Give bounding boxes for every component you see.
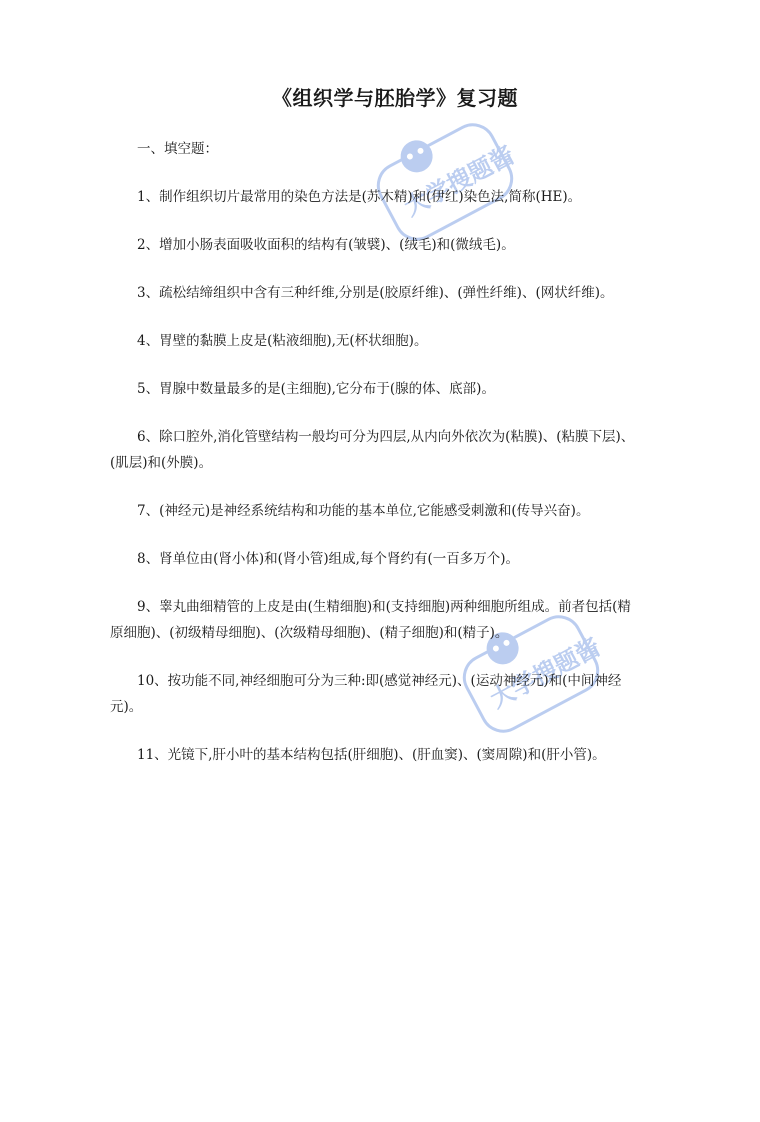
section-heading: 一、填空题： [137,141,218,157]
question-item: 6、除口腔外,消化管壁结构一般均可分为四层,从内向外依次为(粘膜)、(粘膜下层)、(肌层)和(外膜)。 [110,429,635,471]
question-list [110,136,638,790]
watermark-text: 大学搜题酱 [485,632,605,714]
question-item: 9、睾丸曲细精管的上皮是由(生精细胞)和(支持细胞)两种细胞所组成。前者包括(精原细胞)、(初级精母细胞)、(次级精母细胞)、(精子细胞)和(精子)。 [110,599,631,641]
question-item: 1、制作组织切片最常用的染色方法是(苏木精)和(伊红)染色法,简称(HE)。 [137,189,582,205]
question-item: 11、光镜下,肝小叶的基本结构包括(肝细胞)、(肝血窦)、(窦周隙)和(肝小管)。 [137,747,606,763]
question-item: 7、(神经元)是神经系统结构和功能的基本单位,它能感受刺激和(传导兴奋)。 [137,503,590,519]
question-item: 10、按功能不同,神经细胞可分为三种:即(感觉神经元)、(运动神经元)和(中间神经元)。 [110,673,622,715]
watermark-text: 大学搜题酱 [399,140,519,222]
question-item: 8、肾单位由(肾小体)和(肾小管)组成,每个肾约有(一百多万个)。 [137,551,519,567]
page-title: 《组织学与胚胎学》复习题 [272,86,518,110]
question-item: 3、疏松结缔组织中含有三种纤维,分别是(胶原纤维)、(弹性纤维)、(网状纤维)。 [137,285,614,301]
question-item: 5、胃腺中数量最多的是(主细胞),它分布于(腺的体、底部)。 [137,381,495,397]
question-item: 2、增加小肠表面吸收面积的结构有(皱襞)、(绒毛)和(微绒毛)。 [137,237,515,253]
question-item: 4、胃壁的黏膜上皮是(粘液细胞),无(杯状细胞)。 [137,333,428,349]
